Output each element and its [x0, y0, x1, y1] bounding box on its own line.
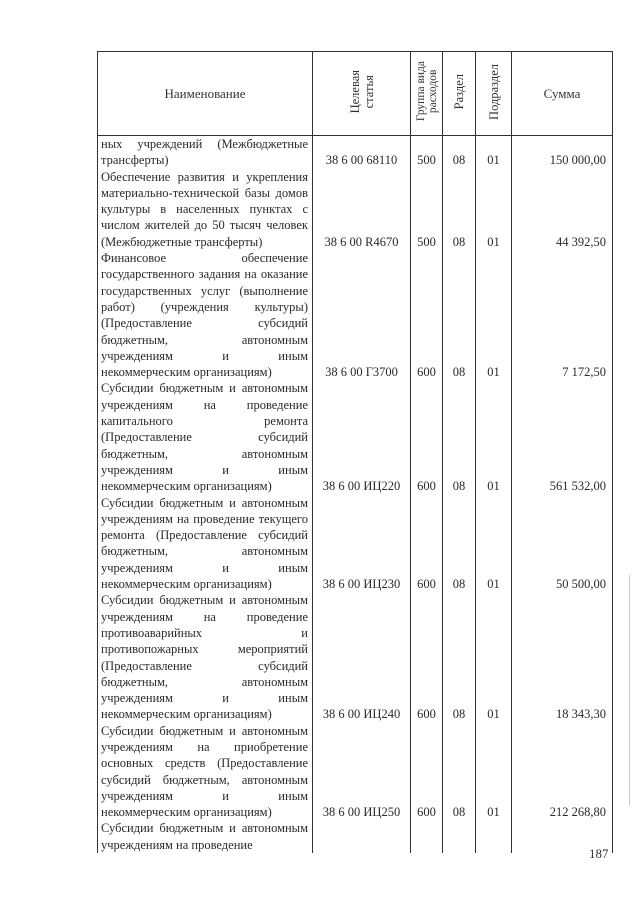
row-section: 08 — [443, 169, 476, 250]
row-name: Субсидии бюджетным и автономным учреждениям на проведение капитального ремонта (Предоставление субсидий бюджетным, автономным учреждениям и иным некоммерческим организациям) — [98, 380, 313, 494]
row-subsection: 01 — [476, 723, 512, 821]
header-sum: Сумма — [512, 52, 613, 136]
row-subsection: 01 — [476, 250, 512, 380]
row-name: Финансовое обеспечение государственного задания на оказание государственных услуг (выполнение работ) (учреждения культуры) (Предоставление субсидий бюджетным, автономным учреждениям и иным некоммерческим организациям) — [98, 250, 313, 380]
row-section: 08 — [443, 592, 476, 722]
row-sum: 561 532,00 — [512, 380, 613, 494]
row-section: 08 — [443, 250, 476, 380]
row-sum: 44 392,50 — [512, 169, 613, 250]
table-row — [98, 592, 613, 722]
page-number: 187 — [589, 846, 609, 861]
row-subsection — [476, 820, 512, 853]
row-target: 38 6 00 R4670 — [313, 169, 411, 250]
table-row — [98, 380, 613, 494]
row-target: 38 6 00 ИЦ220 — [313, 380, 411, 494]
header-target-label: Целевая статья — [347, 69, 376, 114]
row-subsection: 01 — [476, 495, 512, 593]
row-section: 08 — [443, 495, 476, 593]
table-row — [98, 136, 613, 169]
row-group: 600 — [411, 592, 443, 722]
row-subsection: 01 — [476, 380, 512, 494]
table-row — [98, 820, 613, 853]
row-group: 500 — [411, 169, 443, 250]
row-target: 38 6 00 Г3700 — [313, 250, 411, 380]
table-row — [98, 723, 613, 821]
row-section — [443, 820, 476, 853]
header-target — [313, 52, 411, 136]
row-group: 600 — [411, 723, 443, 821]
row-section: 08 — [443, 136, 476, 169]
table-row — [98, 495, 613, 593]
row-name: Обеспечение развития и укрепления материально-технической базы домов культуры в населенных пунктах с числом жителей до 50 тысяч человек (Межбюджетные трансферты) — [98, 169, 313, 250]
header-subsection — [476, 52, 512, 136]
row-sum: 7 172,50 — [512, 250, 613, 380]
row-subsection: 01 — [476, 169, 512, 250]
row-section: 08 — [443, 723, 476, 821]
row-target — [313, 820, 411, 853]
row-group: 500 — [411, 136, 443, 169]
row-target: 38 6 00 ИЦ230 — [313, 495, 411, 593]
row-name: ных учреждений (Межбюджетные трансферты) — [98, 136, 313, 169]
row-group: 600 — [411, 380, 443, 494]
header-subsection-label: Подраздел — [486, 63, 501, 120]
row-name: Субсидии бюджетным и автономным учреждениям на проведение текущего ремонта (Предоставление субсидий бюджетным, автономным учреждениям и иным некоммерческим организациям) — [98, 495, 313, 593]
row-sum: 212 268,80 — [512, 723, 613, 821]
header-group — [411, 52, 443, 136]
row-group: 600 — [411, 250, 443, 380]
row-sum: 50 500,00 — [512, 495, 613, 593]
table-header-row — [98, 52, 613, 136]
header-group-label: Группа вида расходов — [414, 61, 439, 122]
row-name: Субсидии бюджетным и автономным учреждениям на проведение — [98, 820, 313, 853]
header-section — [443, 52, 476, 136]
row-target: 38 6 00 ИЦ240 — [313, 592, 411, 722]
row-subsection: 01 — [476, 592, 512, 722]
row-target: 38 6 00 ИЦ250 — [313, 723, 411, 821]
row-subsection: 01 — [476, 136, 512, 169]
row-group: 600 — [411, 495, 443, 593]
budget-table — [97, 51, 613, 853]
table-row — [98, 250, 613, 380]
row-sum: 150 000,00 — [512, 136, 613, 169]
scan-edge-line — [629, 575, 630, 805]
row-sum: 18 343,30 — [512, 592, 613, 722]
row-target: 38 6 00 68110 — [313, 136, 411, 169]
header-section-label: Раздел — [452, 73, 466, 110]
row-group — [411, 820, 443, 853]
row-name: Субсидии бюджетным и автономным учреждениям на проведение противоаварийных и противопожарных мероприятий (Предоставление субсидий бюджетным, автономным учреждениям и иным некоммерческим организациям) — [98, 592, 313, 722]
table-row — [98, 169, 613, 250]
row-name: Субсидии бюджетным и автономным учреждениям на приобретение основных средств (Предоставление субсидий бюджетным, автономным учреждениям и иным некоммерческим организациям) — [98, 723, 313, 821]
header-name: Наименование — [98, 52, 313, 136]
row-section: 08 — [443, 380, 476, 494]
